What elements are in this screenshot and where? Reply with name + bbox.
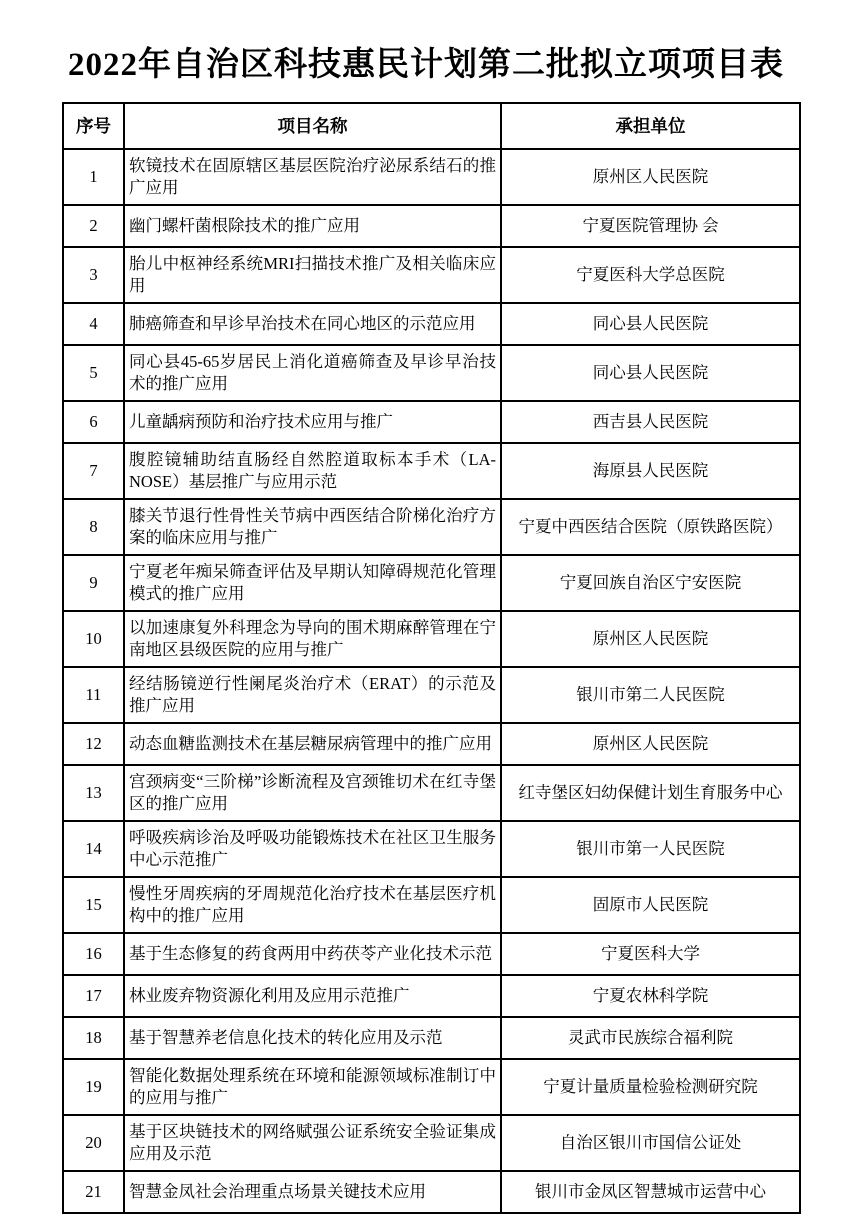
header-row [63, 103, 800, 149]
row-number-cell: 5 [63, 345, 124, 401]
row-number-cell: 11 [63, 667, 124, 723]
table-row [63, 611, 800, 667]
unit-cell: 宁夏医科大学 [501, 933, 800, 975]
row-number-cell: 10 [63, 611, 124, 667]
row-number-cell: 20 [63, 1115, 124, 1171]
project-name-cell: 幽门螺杆菌根除技术的推广应用 [124, 205, 501, 247]
table-row [63, 1115, 800, 1171]
row-number-cell: 4 [63, 303, 124, 345]
unit-cell: 海原县人民医院 [501, 443, 800, 499]
row-number-cell: 18 [63, 1017, 124, 1059]
project-name-cell: 宁夏老年痴呆筛查评估及早期认知障碍规范化管理模式的推广应用 [124, 555, 501, 611]
table-row [63, 723, 800, 765]
unit-cell: 灵武市民族综合福利院 [501, 1017, 800, 1059]
unit-cell: 宁夏回族自治区宁安医院 [501, 555, 800, 611]
unit-cell: 宁夏医科大学总医院 [501, 247, 800, 303]
table-row [63, 1017, 800, 1059]
page-title: 2022年自治区科技惠民计划第二批拟立项项目表 [68, 47, 784, 83]
table-row [63, 975, 800, 1017]
unit-cell: 银川市第二人民医院 [501, 667, 800, 723]
unit-cell: 红寺堡区妇幼保健计划生育服务中心 [501, 765, 800, 821]
row-number-cell: 8 [63, 499, 124, 555]
unit-cell: 银川市金凤区智慧城市运营中心 [501, 1171, 800, 1213]
unit-cell: 宁夏农林科学院 [501, 975, 800, 1017]
table-row [63, 149, 800, 205]
table-row [63, 877, 800, 933]
projects-table [62, 102, 801, 1214]
table-row [63, 247, 800, 303]
project-name-cell: 呼吸疾病诊治及呼吸功能锻炼技术在社区卫生服务中心示范推广 [124, 821, 501, 877]
project-name-cell: 基于区块链技术的网络赋强公证系统安全验证集成应用及示范 [124, 1115, 501, 1171]
table-header [63, 103, 800, 149]
row-number-cell: 14 [63, 821, 124, 877]
table-container [62, 102, 801, 1214]
project-name-cell: 儿童龋病预防和治疗技术应用与推广 [124, 401, 501, 443]
project-name-cell: 基于智慧养老信息化技术的转化应用及示范 [124, 1017, 501, 1059]
table-row [63, 1171, 800, 1213]
project-name-cell: 慢性牙周疾病的牙周规范化治疗技术在基层医疗机构中的推广应用 [124, 877, 501, 933]
project-name-cell: 智能化数据处理系统在环境和能源领域标准制订中的应用与推广 [124, 1059, 501, 1115]
row-number-cell: 13 [63, 765, 124, 821]
row-number-cell: 1 [63, 149, 124, 205]
unit-cell: 同心县人民医院 [501, 345, 800, 401]
table-row [63, 345, 800, 401]
unit-cell: 同心县人民医院 [501, 303, 800, 345]
project-name-cell: 胎儿中枢神经系统MRI扫描技术推广及相关临床应用 [124, 247, 501, 303]
row-number-cell: 17 [63, 975, 124, 1017]
row-number-cell: 16 [63, 933, 124, 975]
row-number-cell: 6 [63, 401, 124, 443]
col-header-number: 序号 [63, 103, 124, 149]
unit-cell: 宁夏医院管理协 会 [501, 205, 800, 247]
table-row [63, 765, 800, 821]
project-name-cell: 基于生态修复的药食两用中药茯苓产业化技术示范 [124, 933, 501, 975]
project-name-cell: 软镜技术在固原辖区基层医院治疗泌尿系结石的推广应用 [124, 149, 501, 205]
project-name-cell: 经结肠镜逆行性阑尾炎治疗术（ERAT）的示范及推广应用 [124, 667, 501, 723]
table-row [63, 821, 800, 877]
table-row [63, 401, 800, 443]
unit-cell: 宁夏计量质量检验检测研究院 [501, 1059, 800, 1115]
row-number-cell: 19 [63, 1059, 124, 1115]
project-name-cell: 动态血糖监测技术在基层糖尿病管理中的推广应用 [124, 723, 501, 765]
project-name-cell: 宫颈病变“三阶梯”诊断流程及宫颈锥切术在红寺堡区的推广应用 [124, 765, 501, 821]
table-row [63, 667, 800, 723]
unit-cell: 原州区人民医院 [501, 723, 800, 765]
unit-cell: 自治区银川市国信公证处 [501, 1115, 800, 1171]
table-body [63, 149, 800, 1213]
table-row [63, 933, 800, 975]
unit-cell: 宁夏中西医结合医院（原铁路医院） [501, 499, 800, 555]
project-name-cell: 膝关节退行性骨性关节病中西医结合阶梯化治疗方案的临床应用与推广 [124, 499, 501, 555]
col-header-project: 项目名称 [124, 103, 501, 149]
table-row [63, 555, 800, 611]
unit-cell: 西吉县人民医院 [501, 401, 800, 443]
table-row [63, 1059, 800, 1115]
project-name-cell: 以加速康复外科理念为导向的围术期麻醉管理在宁南地区县级医院的应用与推广 [124, 611, 501, 667]
unit-cell: 原州区人民医院 [501, 611, 800, 667]
project-name-cell: 肺癌筛查和早诊早治技术在同心地区的示范应用 [124, 303, 501, 345]
table-row [63, 303, 800, 345]
row-number-cell: 15 [63, 877, 124, 933]
row-number-cell: 3 [63, 247, 124, 303]
project-name-cell: 腹腔镜辅助结直肠经自然腔道取标本手术（LA-NOSE）基层推广与应用示范 [124, 443, 501, 499]
row-number-cell: 12 [63, 723, 124, 765]
unit-cell: 原州区人民医院 [501, 149, 800, 205]
project-name-cell: 同心县45-65岁居民上消化道癌筛查及早诊早治技术的推广应用 [124, 345, 501, 401]
col-header-unit: 承担单位 [501, 103, 800, 149]
row-number-cell: 7 [63, 443, 124, 499]
row-number-cell: 21 [63, 1171, 124, 1213]
unit-cell: 银川市第一人民医院 [501, 821, 800, 877]
table-row [63, 443, 800, 499]
row-number-cell: 2 [63, 205, 124, 247]
table-row [63, 205, 800, 247]
row-number-cell: 9 [63, 555, 124, 611]
project-name-cell: 林业废弃物资源化利用及应用示范推广 [124, 975, 501, 1017]
table-row [63, 499, 800, 555]
project-name-cell: 智慧金凤社会治理重点场景关键技术应用 [124, 1171, 501, 1213]
unit-cell: 固原市人民医院 [501, 877, 800, 933]
